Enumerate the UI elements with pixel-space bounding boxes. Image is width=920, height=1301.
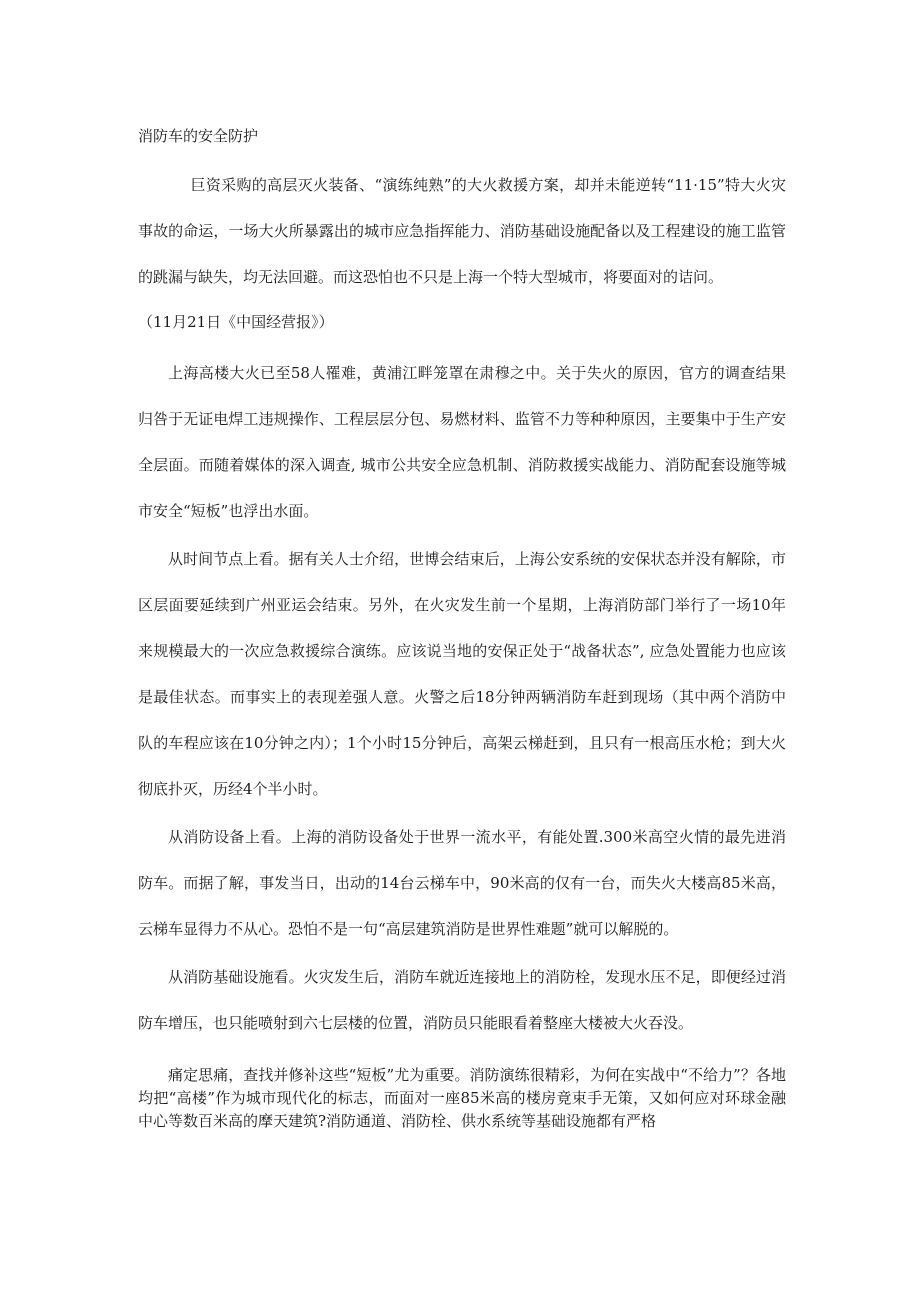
paragraph-fire-overview: 上海高楼大火已至58人罹难，黄浦江畔笼罩在肃穆之中。关于失火的原因，官方的调查结果归咎于无证电焊工违规操作、工程层层分包、易燃材料、监管不力等种种原因，主要集中于生产安全层面。而随着媒体的深入调查, 城市公共安全应急机制、消防救援实战能力、消防配套设施等城市安全“短板”也浮出水面。 [138,364,786,520]
source-citation: （11月21日《中国经营报》） [138,313,334,331]
paragraph-equipment: 从消防设备上看。上海的消防设备处于世界一流水平，有能处置.300米高空火情的最先进消防车。而据了解，事发当日，出动的14台云梯车中，90米高的仅有一台，而失火大楼高85米高，云梯车显得力不从心。恐怕不是一句“高层建筑消防是世界性难题”就可以解脱的。 [138,828,786,938]
paragraph-time-node: 从时间节点上看。据有关人士介绍，世博会结束后，上海公安系统的安保状态并没有解除，市区层面要延续到广州亚运会结束。另外，在火灾发生前一个星期，上海消防部门举行了一场10年来规模最大的一次应急救援综合演练。应该说当地的安保正处于“战备状态”, 应急处置能力也应该是最佳状态。而事实上的表现差强人意。火警之后18分钟两辆消防车赶到现场（其中两个消防中队的车程应该在10分钟之内）；1个小时15分钟后，高架云梯赶到，且只有一根高压水枪；到大火彻底扑灭，历经4个半小时。 [138,550,786,798]
paragraph-reflection: 痛定思痛，查找并修补这些“短板”尤为重要。消防演练很精彩，为何在实战中“不给力”？各地均把“高楼”作为城市现代化的标志，而面对一座85米高的楼房竟束手无策，又如何应对环球金融中心等数百米高的摩天建筑?消防通道、消防栓、供水系统等基础设施都有严格 [138,1066,786,1130]
paragraph-infrastructure: 从消防基础设施看。火灾发生后，消防车就近连接地上的消防栓，发现水压不足，即便经过消防车增压，也只能喷射到六七层楼的位置，消防员只能眼看着整座大楼被大火吞没。 [138,968,786,1032]
document-title: 消防车的安全防护 [138,127,259,145]
paragraph-intro: 巨资采购的高层灭火装备、“演练纯熟”的大火救援方案，却并未能逆转“11·15”特大火灾事故的命运，一场大火所暴露出的城市应急指挥能力、消防基础设施配备以及工程建设的施工监管的跳漏与缺失，均无法回避。而这恐怕也不只是上海一个特大型城市，将要面对的诘问。 [138,176,786,286]
document-page [138,118,786,1135]
